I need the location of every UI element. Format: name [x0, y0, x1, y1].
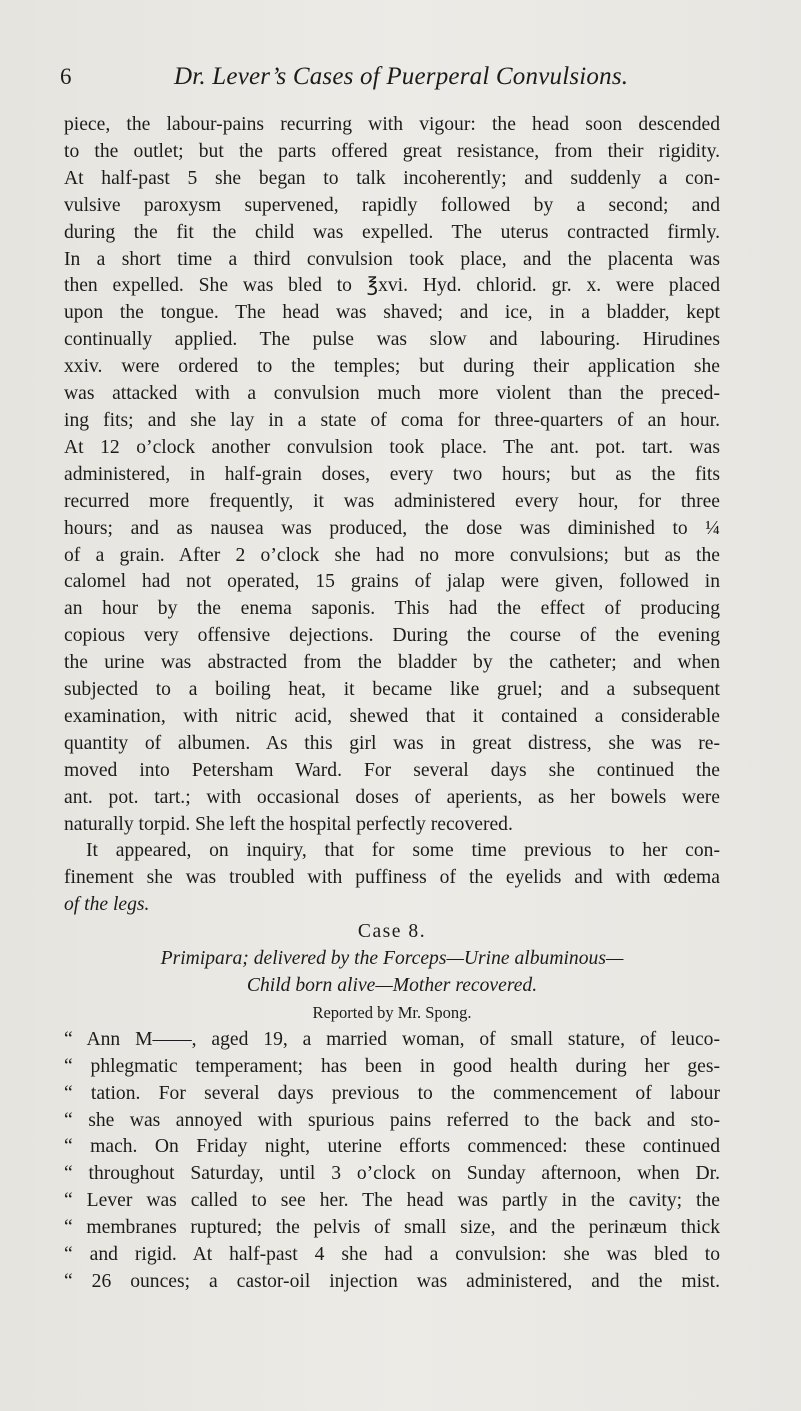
text-line: an hour by the enema saponis. This had the effect of producing: [64, 598, 720, 620]
text-line: moved into Petersham Ward. For several days she continued the: [64, 759, 720, 781]
text-line: xxiv. were ordered to the temples; but during their application she: [64, 356, 720, 378]
quoted-line: “ membranes ruptured; the pelvis of small size, and the perinæum thick: [64, 1217, 720, 1239]
text-line: ant. pot. tart.; with occasional doses of aperients, as her bowels were: [64, 786, 720, 808]
text-line: finement she was troubled with puffiness of the eyelids and with œdema: [64, 867, 720, 889]
text-line: hours; and as nausea was produced, the dose was diminished to ¼: [64, 517, 720, 539]
case-subtitle: Primipara; delivered by the Forceps—Urine albuminous—: [160, 948, 624, 970]
quoted-line: “ phlegmatic temperament; has been in good health during her ges-: [64, 1055, 720, 1077]
text-line: during the fit the child was expelled. The uterus contracted firmly.: [64, 221, 720, 243]
text-line: to the outlet; but the parts offered great resistance, from their rigidity.: [64, 140, 720, 162]
case-subtitle: Child born alive—Mother recovered.: [246, 975, 538, 996]
page-number: 6: [60, 64, 72, 89]
text-line: piece, the labour-pains recurring with vigour: the head soon descended: [64, 114, 720, 135]
text-line: quantity of albumen. As this girl was in great distress, she was re-: [64, 732, 720, 754]
quoted-line: “ she was annoyed with spurious pains referred to the back and sto-: [64, 1109, 720, 1131]
text-line: naturally torpid. She left the hospital perfectly recovered.: [64, 813, 513, 835]
text-line: vulsive paroxysm supervened, rapidly followed by a second; and: [64, 194, 720, 216]
text-line: examination, with nitric acid, shewed that it contained a considerable: [64, 705, 720, 727]
text-line: At half-past 5 she began to talk incoherently; and suddenly a con-: [64, 167, 720, 189]
quoted-line: “ tation. For several days previous to the commencement of labour: [64, 1082, 720, 1104]
text-line: was attacked with a convulsion much more violent than the preced-: [64, 383, 720, 405]
text-line: the urine was abstracted from the bladder by the catheter; and when: [64, 652, 720, 674]
text-line: At 12 o’clock another convulsion took place. The ant. pot. tart. was: [64, 436, 720, 458]
text-line: ing fits; and she lay in a state of coma for three-quarters of an hour.: [64, 409, 720, 431]
text-line: calomel had not operated, 15 grains of jalap were given, followed in: [64, 571, 720, 593]
quoted-line: “ Ann M——, aged 19, a married woman, of small stature, of leuco-: [64, 1028, 720, 1050]
text-line: It appeared, on inquiry, that for some time previous to her con-: [86, 840, 720, 862]
quoted-line: “ 26 ounces; a castor-oil injection was administered, and the mist.: [64, 1270, 720, 1292]
text-line: recurred more frequently, it was administered every hour, for three: [64, 490, 720, 512]
quoted-line: “ mach. On Friday night, uterine efforts commenced: these continued: [64, 1136, 720, 1158]
text-line: continually applied. The pulse was slow and labouring. Hirudines: [64, 329, 720, 351]
quoted-line: “ throughout Saturday, until 3 o’clock on Sunday afternoon, when Dr.: [64, 1163, 720, 1185]
text-line: administered, in half-grain doses, every two hours; but as the fits: [64, 463, 720, 485]
text-line: of the legs.: [64, 894, 150, 916]
text-line: upon the tongue. The head was shaved; and ice, in a bladder, kept: [64, 302, 720, 324]
text-line: copious very offensive dejections. During the course of the evening: [64, 625, 720, 647]
body-text: [64, 112, 720, 1296]
reporter-credit: Reported by Mr. Spong.: [312, 1002, 472, 1022]
quoted-line: “ Lever was called to see her. The head was partly in the cavity; the: [64, 1190, 720, 1212]
text-line: then expelled. She was bled to ℥xvi. Hyd. chlorid. gr. x. were placed: [64, 275, 720, 297]
case-title: Case 8.: [357, 921, 427, 943]
quoted-line: “ and rigid. At half-past 4 she had a convulsion: she was bled to: [64, 1244, 720, 1266]
text-line: of a grain. After 2 o’clock she had no more convulsions; but as the: [64, 544, 720, 566]
text-line: subjected to a boiling heat, it became like gruel; and a subsequent: [64, 679, 720, 701]
running-title: Dr. Lever’s Cases of Puerperal Convulsions.: [174, 63, 629, 90]
text-line: In a short time a third convulsion took place, and the placenta was: [64, 248, 720, 270]
